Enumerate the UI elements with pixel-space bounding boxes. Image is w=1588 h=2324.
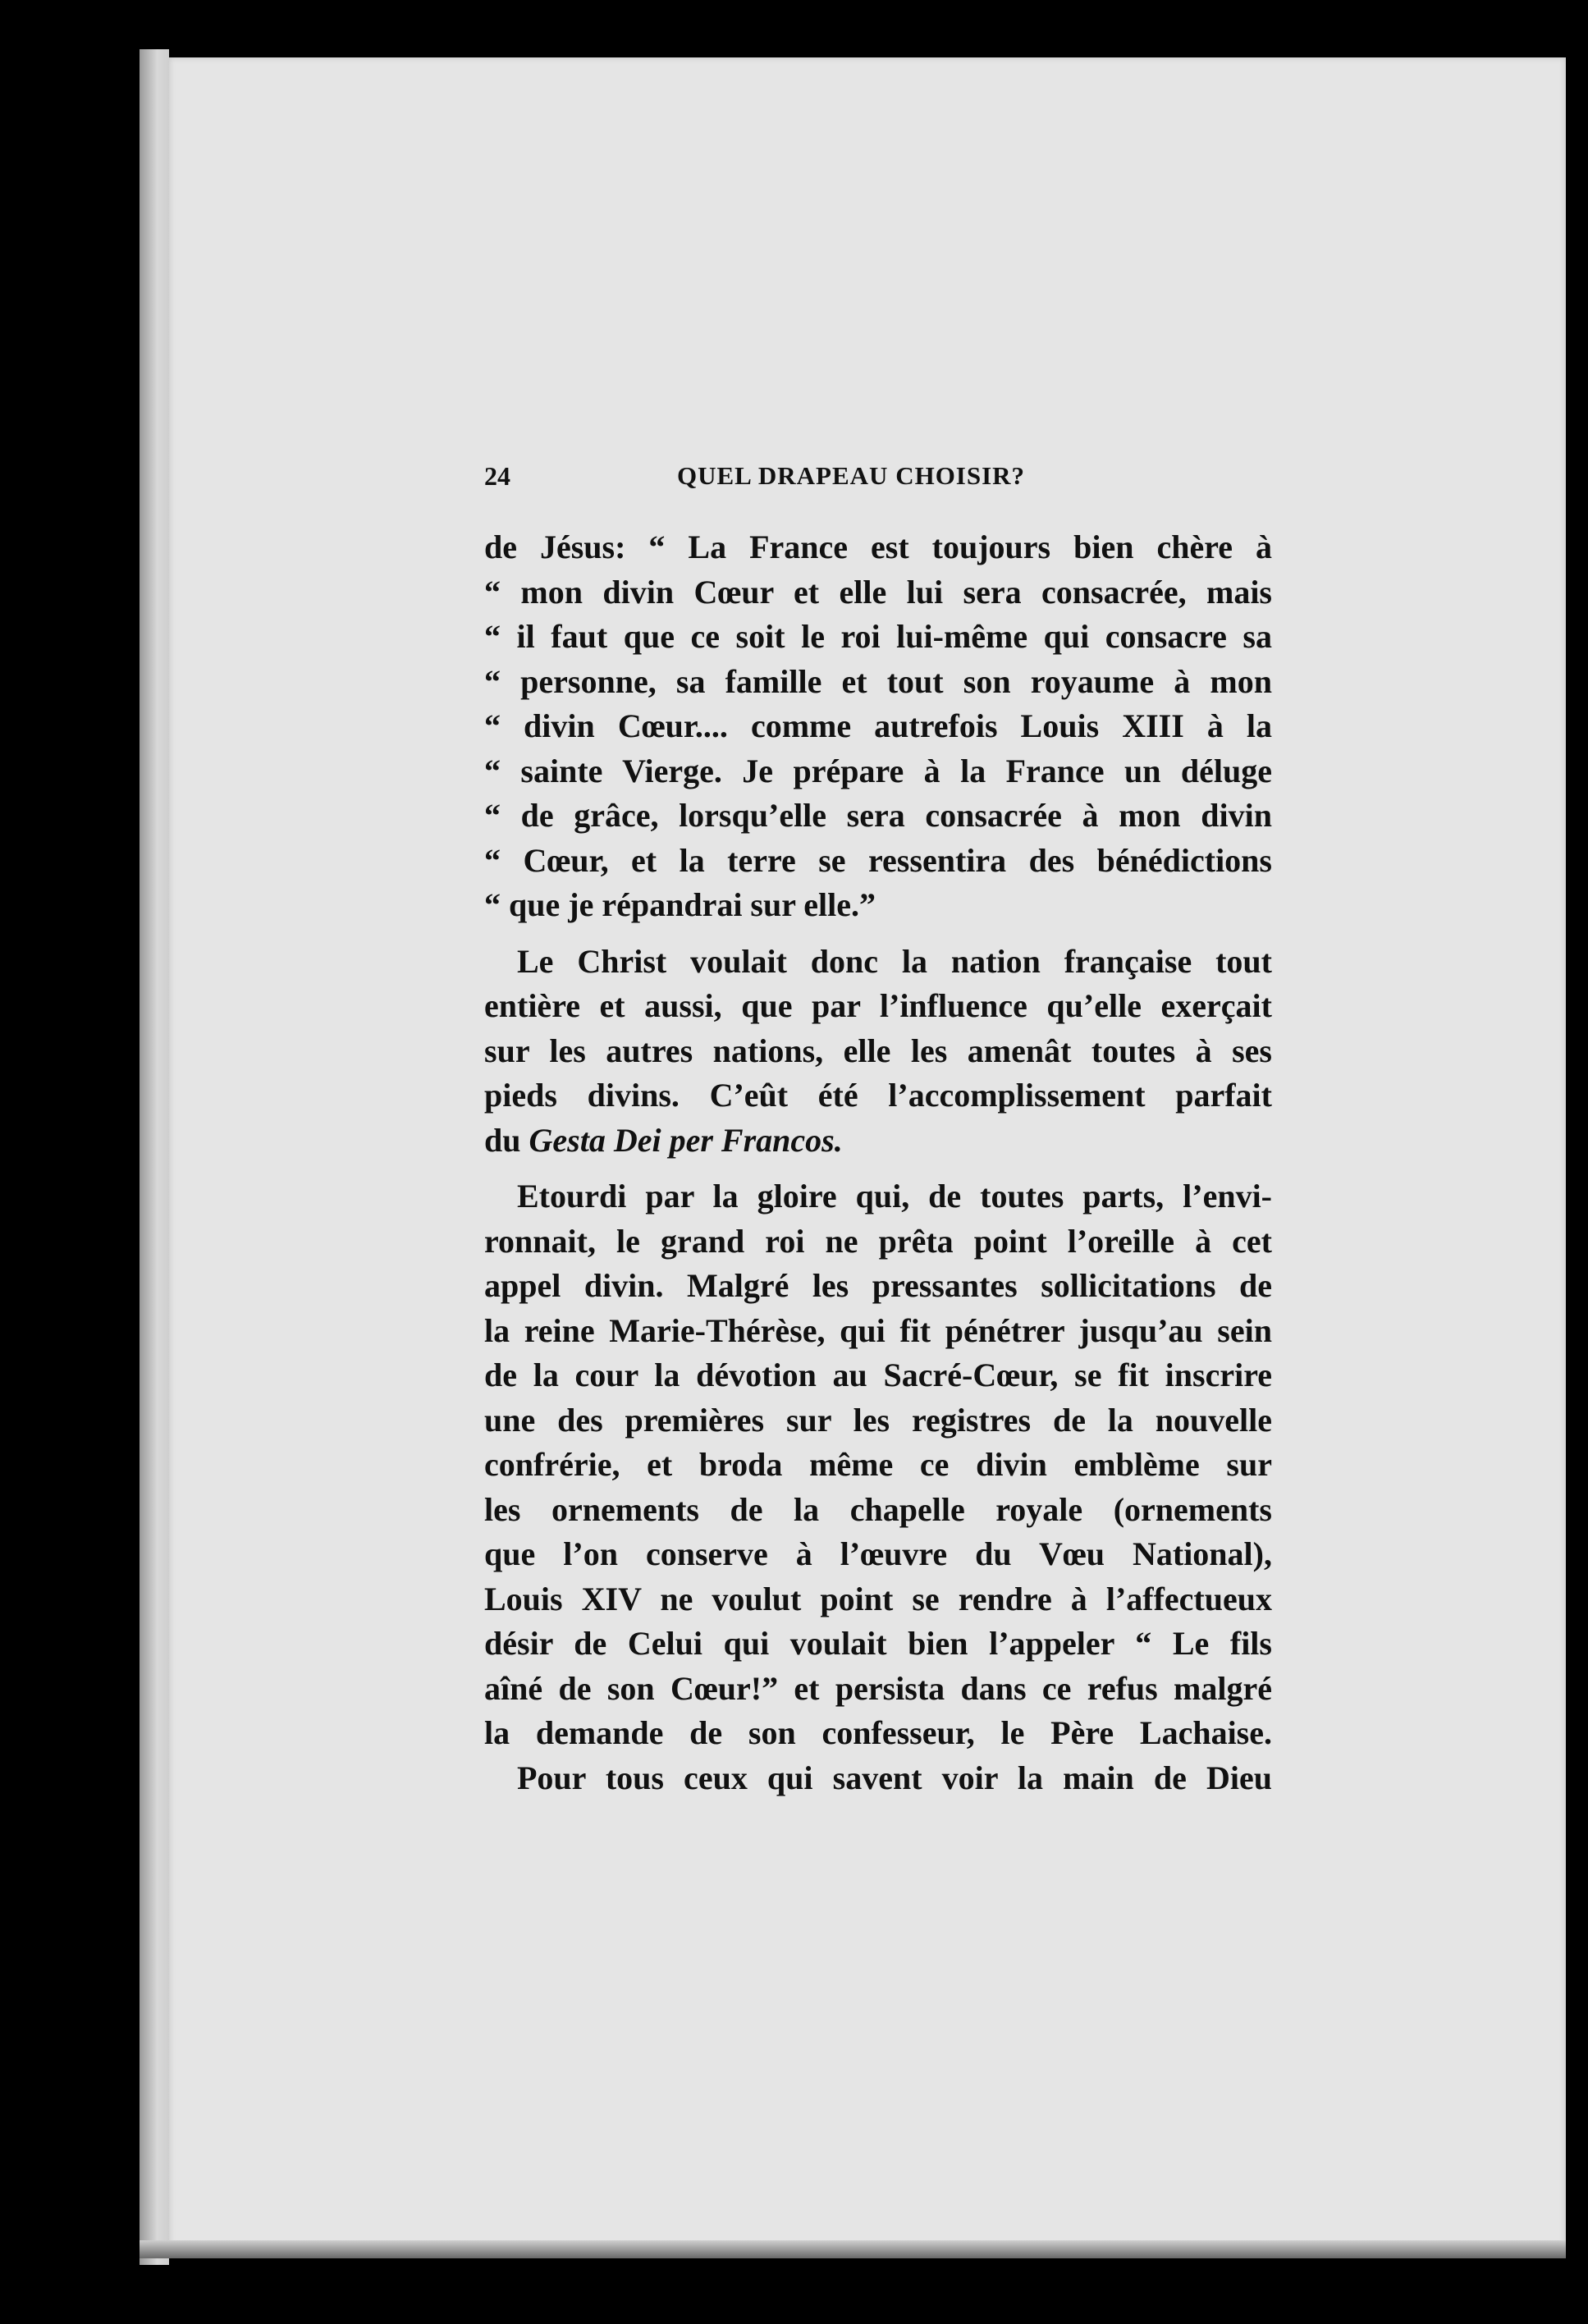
text-line: “ divin Cœur.... comme autrefois Louis XIII à la: [484, 707, 1272, 744]
text-line: “ mon divin Cœur et elle lui sera consacrée, mais: [484, 573, 1272, 611]
text-line: sur les autres nations, elle les amenât toutes à ses: [484, 1032, 1272, 1069]
page-bottom-edge: [140, 2240, 1566, 2258]
italic-title: Gesta Dei per Francos.: [529, 1121, 843, 1159]
text-line: “ il faut que ce soit le roi lui-même qui consacre sa: [484, 618, 1272, 655]
text-line: “ sainte Vierge. Je prépare à la France un déluge: [484, 752, 1272, 789]
text-line: désir de Celui qui voulait bien l’appeler “ Le fils: [484, 1625, 1272, 1662]
text-line: pieds divins. C’eût été l’accomplissement parfait: [484, 1077, 1272, 1114]
text-line: “ que je répandrai sur elle.”: [484, 886, 876, 923]
paragraph-1: [484, 525, 1272, 928]
text-line-prefix: du: [484, 1121, 529, 1159]
text-line: de Jésus: “ La France est toujours bien chère à: [484, 528, 1272, 565]
text-line: Etourdi par la gloire qui, de toutes parts, l’envi-: [517, 1178, 1272, 1215]
text-line: [484, 1119, 1272, 1164]
running-title: QUEL DRAPEAU CHOISIR?: [677, 461, 1026, 490]
page-edge: [140, 49, 169, 2265]
text-line: confrérie, et broda même ce divin emblème sur: [484, 1446, 1272, 1483]
paragraph-2: [484, 940, 1272, 1164]
running-head: [484, 451, 1133, 501]
text-line: la reine Marie-Thérèse, qui fit pénétrer jusqu’au sein: [484, 1311, 1272, 1349]
page-number: 24: [484, 461, 510, 491]
text-line: la demande de son confesseur, le Père Lachaise.: [484, 1714, 1272, 1751]
text-line: aîné de son Cœur!” et persista dans ce refus malgré: [484, 1669, 1272, 1707]
text-line: que l’on conserve à l’œuvre du Vœu National),: [484, 1535, 1272, 1572]
text-line: ronnait, le grand roi ne prêta point l’oreille à cet: [484, 1222, 1272, 1260]
text-line: “ de grâce, lorsqu’elle sera consacrée à mon divin: [484, 797, 1272, 834]
text-line: une des premières sur les registres de la nouvelle: [484, 1401, 1272, 1439]
text-line: appel divin. Malgré les pressantes sollicitations de: [484, 1267, 1272, 1304]
text-line: de la cour la dévotion au Sacré-Cœur, se fit inscrire: [484, 1356, 1272, 1393]
text-line: Pour tous ceux qui savent voir la main de Dieu: [517, 1759, 1272, 1796]
text-line: les ornements de la chapelle royale (ornements: [484, 1490, 1272, 1528]
paragraph-4: [484, 1756, 1272, 1801]
text-line: entière et aussi, que par l’influence qu’elle exerçait: [484, 987, 1272, 1024]
paragraph-3: [484, 1174, 1272, 1756]
text-line: “ Cœur, et la terre se ressentira des bénédictions: [484, 841, 1272, 879]
text-line: Le Christ voulait donc la nation française tout: [517, 942, 1272, 980]
text-line: Louis XIV ne voulut point se rendre à l’affectueux: [484, 1580, 1272, 1617]
text-line: “ personne, sa famille et tout son royaume à mon: [484, 662, 1272, 700]
body-text: [484, 525, 1272, 1800]
